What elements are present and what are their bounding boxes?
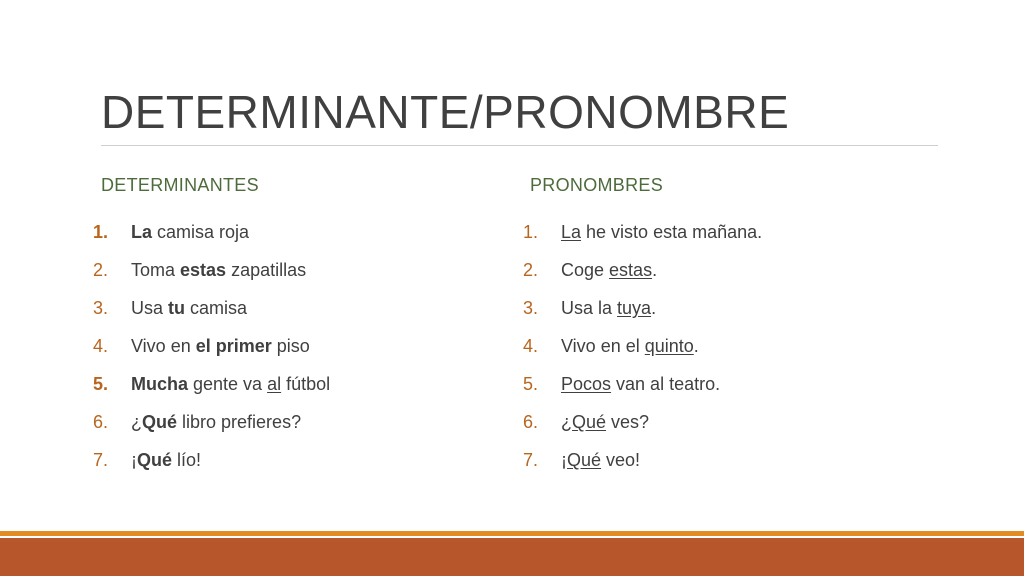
list-item — [523, 332, 762, 370]
list-item-number: 2. — [93, 260, 109, 280]
emphasized-word: tu — [168, 298, 186, 318]
list-item-text: . — [693, 336, 699, 356]
determinantes-list — [93, 218, 330, 484]
list-item-text: gente va — [188, 374, 268, 394]
list-item — [523, 370, 762, 408]
list-item-text: zapatillas — [226, 260, 307, 280]
list-item-text: camisa — [185, 298, 248, 318]
list-item-number: 5. — [523, 374, 539, 394]
list-item-text: ves? — [606, 412, 650, 432]
list-item-number: 1. — [523, 222, 539, 242]
list-item-number: 2. — [523, 260, 539, 280]
emphasized-word: Qué — [137, 450, 173, 470]
slide-title: DETERMINANTE/PRONOMBRE — [101, 86, 790, 138]
list-item — [523, 408, 762, 446]
pronombres-heading: PRONOMBRES — [530, 175, 664, 195]
list-item-text: Usa la — [561, 298, 618, 318]
list-item-number: 1. — [93, 222, 109, 242]
emphasized-word: Mucha — [131, 374, 189, 394]
list-item-text: . — [652, 260, 658, 280]
emphasized-word: Pocos — [561, 374, 612, 394]
emphasized-word: estas — [609, 260, 653, 280]
list-item — [523, 256, 762, 294]
emphasized-word: Qué — [142, 412, 178, 432]
list-item-number: 6. — [93, 412, 109, 432]
list-item-text: camisa roja — [152, 222, 250, 242]
determinantes-heading: DETERMINANTES — [101, 175, 259, 195]
emphasized-word: al — [267, 374, 282, 394]
emphasized-word: estas — [180, 260, 227, 280]
list-item-text: Vivo en — [131, 336, 196, 356]
list-item — [93, 370, 330, 408]
list-item — [93, 332, 330, 370]
list-item-text: Coge — [561, 260, 610, 280]
list-item-text: Vivo en el — [561, 336, 645, 356]
list-item — [93, 256, 330, 294]
list-item-text: fútbol — [281, 374, 331, 394]
list-item — [523, 218, 762, 256]
list-item-text: . — [651, 298, 657, 318]
list-item-number: 7. — [93, 450, 109, 470]
list-item-number: 4. — [93, 336, 109, 356]
list-item-number: 7. — [523, 450, 539, 470]
list-item-text: lío! — [172, 450, 202, 470]
emphasized-word: Qué — [572, 412, 607, 432]
list-item-text: ¿ — [131, 412, 142, 432]
list-item — [523, 446, 762, 484]
list-item — [523, 294, 762, 332]
list-item — [93, 408, 330, 446]
list-item-text: Toma — [131, 260, 181, 280]
list-item-text: ¡ — [131, 450, 137, 470]
list-item — [93, 446, 330, 484]
list-item — [93, 294, 330, 332]
list-item-number: 3. — [93, 298, 109, 318]
list-item — [93, 218, 330, 256]
list-item-text: veo! — [601, 450, 641, 470]
emphasized-word: Qué — [567, 450, 602, 470]
list-item-number: 4. — [523, 336, 539, 356]
list-item-number: 3. — [523, 298, 539, 318]
emphasized-word: quinto — [644, 336, 694, 356]
list-item-number: 6. — [523, 412, 539, 432]
emphasized-word: La — [561, 222, 582, 242]
list-item-text: piso — [271, 336, 310, 356]
emphasized-word: tuya — [617, 298, 652, 318]
footer-accent-line — [0, 531, 1024, 536]
list-item-text: van al teatro. — [611, 374, 721, 394]
emphasized-word: La — [131, 222, 153, 242]
pronombres-list — [523, 218, 762, 484]
list-item-text: he visto esta mañana. — [581, 222, 763, 242]
list-item-text: Usa — [131, 298, 169, 318]
list-item-text: ¡ — [561, 450, 567, 470]
footer-bar — [0, 538, 1024, 576]
emphasized-word: el primer — [195, 336, 272, 356]
list-item-text: libro prefieres? — [177, 412, 302, 432]
list-item-text: ¿ — [561, 412, 572, 432]
list-item-number: 5. — [93, 374, 109, 394]
title-divider — [101, 145, 938, 146]
